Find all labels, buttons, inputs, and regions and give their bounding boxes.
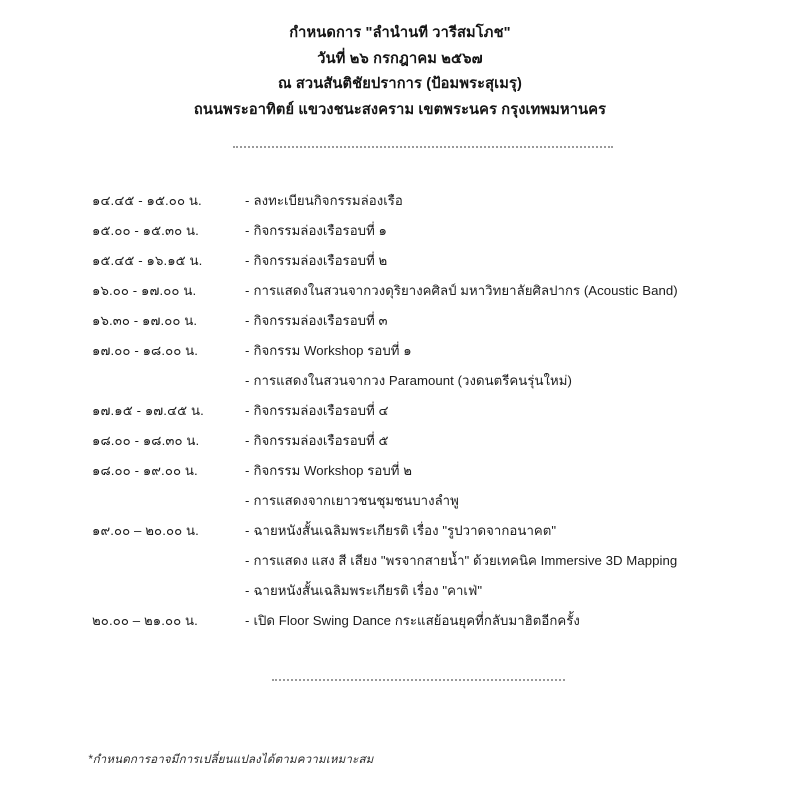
schedule-row-time: ๑๗.๑๕ - ๑๗.๔๕ น.: [92, 403, 204, 418]
schedule-row-description: [244, 396, 762, 426]
schedule-row-time: ๑๕.๐๐ - ๑๕.๓๐ น.: [92, 223, 199, 238]
schedule-row-time: ๑๘.๐๐ - ๑๘.๓๐ น.: [92, 433, 200, 448]
schedule-row-description: [244, 246, 762, 276]
schedule-row-description-text: กิจกรรมล่องเรือรอบที่ ๓: [253, 313, 388, 328]
schedule-row-bullet-dash: -: [245, 433, 250, 448]
schedule-row: [92, 336, 762, 366]
schedule-row-description-text: กิจกรรมล่องเรือรอบที่ ๑: [253, 223, 387, 238]
schedule-row: [92, 546, 762, 576]
schedule-row-bullet-dash: -: [245, 583, 250, 598]
schedule-row-description: [244, 516, 762, 546]
header-title-line-1: กำหนดการ "ลำนำนที วารีสมโภช": [289, 25, 511, 41]
schedule-row-description: [244, 576, 762, 606]
schedule-row-description-text: ลงทะเบียนกิจกรรมล่องเรือ: [253, 193, 403, 208]
schedule-row-bullet-dash: -: [245, 313, 250, 328]
schedule-row: [92, 246, 762, 276]
footnote-text: *กำหนดการอาจมีการเปลี่ยนแปลงได้ตามความเหมาะสม: [88, 753, 374, 766]
schedule-row-description-text: กิจกรรมล่องเรือรอบที่ ๕: [253, 433, 389, 448]
schedule-row-time: ๑๘.๐๐ - ๑๙.๐๐ น.: [92, 463, 198, 478]
schedule-row-description-text: การแสดงในสวนจากวงดุริยางคศิลป์ มหาวิทยาลัยศิลปากร (Acoustic Band): [253, 283, 678, 298]
schedule-row-description-text: ฉายหนังสั้นเฉลิมพระเกียรติ เรื่อง "รูปวาดจากอนาคต": [253, 523, 557, 538]
schedule-row: [92, 366, 762, 396]
schedule-row: [92, 396, 762, 426]
schedule-row: [92, 306, 762, 336]
schedule-row-time: ๒๐.๐๐ – ๒๑.๐๐ น.: [92, 613, 198, 628]
schedule-row-time: ๑๔.๔๕ - ๑๕.๐๐ น.: [92, 193, 202, 208]
schedule-row-bullet-dash: -: [245, 613, 250, 628]
schedule-row-description: [244, 606, 762, 636]
schedule-row-bullet-dash: -: [245, 283, 250, 298]
schedule-row-bullet-dash: -: [245, 463, 250, 478]
schedule-row: [92, 606, 762, 636]
schedule-row-description: [244, 276, 762, 306]
schedule-row-description-text: กิจกรรมล่องเรือรอบที่ ๔: [253, 403, 389, 418]
schedule-row-bullet-dash: -: [245, 403, 250, 418]
schedule-row: [92, 426, 762, 456]
schedule-row-description: [244, 186, 762, 216]
schedule-row-bullet-dash: -: [245, 523, 250, 538]
schedule-row-bullet-dash: -: [245, 373, 250, 388]
schedule-row-bullet-dash: -: [245, 253, 250, 268]
schedule-row-description: [244, 366, 762, 396]
schedule-row-description: [244, 456, 762, 486]
schedule-row: [92, 456, 762, 486]
schedule-row: [92, 276, 762, 306]
schedule-row-description-text: ฉายหนังสั้นเฉลิมพระเกียรติ เรื่อง "คาเฟ่": [253, 583, 483, 598]
schedule-row-description: [244, 336, 762, 366]
schedule-row-description: [244, 546, 762, 576]
dotted-divider-top: [233, 146, 613, 150]
dotted-divider-bottom: [272, 679, 565, 683]
schedule-row-bullet-dash: -: [245, 193, 250, 208]
schedule-row-time: ๑๖.๐๐ - ๑๗.๐๐ น.: [92, 283, 197, 298]
schedule-row-bullet-dash: -: [245, 223, 250, 238]
header-address-line: ถนนพระอาทิตย์ แขวงชนะสงคราม เขตพระนคร กรุงเทพมหานคร: [193, 101, 607, 118]
schedule-row-time: ๑๕.๔๕ - ๑๖.๑๕ น.: [92, 253, 203, 268]
schedule-row-description-text: การแสดงจากเยาวชนชุมชนบางลำพู: [253, 493, 459, 508]
schedule-row-description-text: การแสดง แสง สี เสียง "พรจากสายน้ำ" ด้วยเทคนิค Immersive 3D Mapping: [253, 553, 678, 568]
schedule-row-description-text: เปิด Floor Swing Dance กระแสย้อนยุคที่กลับมาฮิตอีกครั้ง: [253, 613, 580, 628]
schedule-row-description-text: กิจกรรมล่องเรือรอบที่ ๒: [253, 253, 388, 268]
schedule-row-bullet-dash: -: [245, 553, 250, 568]
schedule-row-time: ๑๗.๐๐ - ๑๘.๐๐ น.: [92, 343, 199, 358]
schedule-row-description: [244, 306, 762, 336]
schedule-row-time: ๑๖.๓๐ - ๑๗.๐๐ น.: [92, 313, 198, 328]
schedule-row-description: [244, 216, 762, 246]
header-venue-line: ณ สวนสันติชัยปราการ (ป้อมพระสุเมรุ): [277, 76, 523, 92]
header-date-line: วันที่ ๒๖ กรกฎาคม ๒๕๖๗: [317, 50, 483, 67]
schedule-row-time: ๑๙.๐๐ – ๒๐.๐๐ น.: [92, 523, 199, 538]
schedule-row: [92, 516, 762, 546]
schedule-row-bullet-dash: -: [245, 493, 250, 508]
schedule-row-description: [244, 426, 762, 456]
document-header: [0, 21, 800, 123]
schedule-row: [92, 186, 762, 216]
schedule-row: [92, 486, 762, 516]
schedule-row-bullet-dash: -: [245, 343, 250, 358]
schedule-row: [92, 216, 762, 246]
schedule-list: [92, 186, 762, 636]
schedule-row-description-text: กิจกรรม Workshop รอบที่ ๒: [253, 463, 412, 478]
schedule-row-description-text: การแสดงในสวนจากวง Paramount (วงดนตรีคนรุ่นใหม่): [253, 373, 572, 388]
schedule-row-description: [244, 486, 762, 516]
schedule-row: [92, 576, 762, 606]
schedule-row-description-text: กิจกรรม Workshop รอบที่ ๑: [253, 343, 412, 358]
